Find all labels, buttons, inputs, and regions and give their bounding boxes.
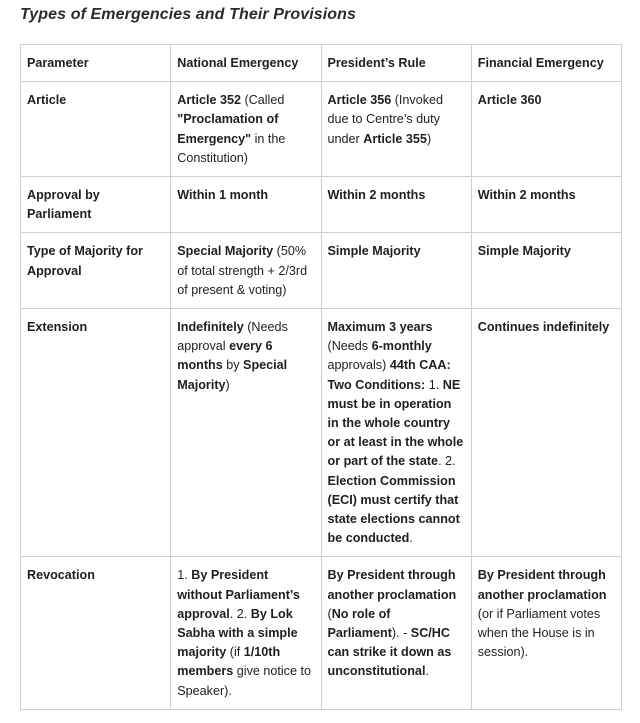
presidents-rule-cell xyxy=(321,177,471,233)
bold-text: Special Majority xyxy=(177,244,274,259)
bold-text: 6-monthly xyxy=(371,339,432,354)
text: ). - xyxy=(391,626,411,641)
bold-text: By Lok Sabha with a simple majority xyxy=(177,606,298,660)
presidents-rule-cell xyxy=(321,557,471,709)
text: ) xyxy=(225,377,230,392)
bold-text: "Proclamation of Emergency" xyxy=(177,112,279,146)
bold-text: Maximum 3 years xyxy=(327,320,433,335)
parameter-cell: Type of Majority for Approval xyxy=(21,233,171,309)
parameter-cell: Revocation xyxy=(21,557,171,709)
parameter-cell: Article xyxy=(21,82,171,177)
bold-text: Within 2 months xyxy=(327,188,426,203)
presidents-rule-cell xyxy=(321,309,471,557)
bold-text: Special Majority xyxy=(177,358,288,392)
bold-text: NE must be in operation in the whole country or at least in the whole or part of the state xyxy=(327,377,464,469)
bold-text: By President without Parliament’s approval xyxy=(177,568,300,621)
financial-cell xyxy=(471,177,621,233)
national-cell xyxy=(171,557,321,709)
text: (50% of total strength + 2/3rd of present & voting) xyxy=(177,244,308,297)
text: in the Constitution) xyxy=(177,131,286,165)
bold-text: Within 2 months xyxy=(477,188,576,203)
financial-cell xyxy=(471,557,621,709)
bold-text: Article 355 xyxy=(363,131,427,146)
text: 1. xyxy=(177,568,192,583)
bold-text: Simple Majority xyxy=(477,244,571,259)
national-cell xyxy=(171,233,321,309)
national-cell xyxy=(171,82,321,177)
financial-cell xyxy=(471,309,621,557)
table-row xyxy=(21,557,622,709)
text: (Needs approval xyxy=(177,320,288,354)
bold-text: Article 352 xyxy=(177,93,241,108)
bold-text: Article 356 xyxy=(327,93,392,108)
bold-text: Election Commission (ECI) must certify that state elections cannot be conducted xyxy=(327,473,460,546)
bold-text: No role of Parliament xyxy=(327,606,392,641)
financial-cell xyxy=(471,82,621,177)
bold-text: By President through another proclamation xyxy=(327,568,457,602)
text: (Called xyxy=(240,93,285,108)
bold-text: Article 360 xyxy=(477,93,542,108)
presidents-rule-cell xyxy=(321,233,471,309)
presidents-rule-cell xyxy=(321,82,471,177)
parameter-cell: Extension xyxy=(21,309,171,557)
financial-cell xyxy=(471,233,621,309)
text: ) xyxy=(426,131,432,146)
header-cell-presidents-rule: President’s Rule xyxy=(321,45,471,82)
header-cell-national: National Emergency xyxy=(171,45,321,82)
national-cell xyxy=(171,309,321,557)
bold-text: Indefinitely xyxy=(177,320,244,335)
text: (or if Parliament votes when the House is in session). xyxy=(477,606,601,660)
header-cell-parameter: Parameter xyxy=(21,45,171,82)
text: by xyxy=(222,358,244,373)
header-row xyxy=(21,45,622,82)
text: (Invoked due to Centre’s duty under xyxy=(327,93,444,146)
parameter-cell: Approval by Parliament xyxy=(21,177,171,233)
table-row xyxy=(21,177,622,233)
text: approvals) xyxy=(327,358,390,373)
bold-text: Within 1 month xyxy=(177,188,269,203)
table-row xyxy=(21,233,622,309)
text: . 2. xyxy=(229,606,251,621)
bold-text: every 6 months xyxy=(177,339,273,373)
text: . xyxy=(409,531,413,546)
text: ( xyxy=(327,606,332,621)
text: (Needs xyxy=(327,339,372,354)
bold-text: SC/HC can strike it down as unconstitutional xyxy=(327,626,452,679)
text: give notice to Speaker). xyxy=(177,664,311,698)
emergency-table xyxy=(20,44,622,710)
table-row xyxy=(21,82,622,177)
text: . xyxy=(425,664,429,679)
bold-text: By President through another proclamation xyxy=(477,568,607,602)
national-cell xyxy=(171,177,321,233)
table-row xyxy=(21,309,622,557)
bold-text: Simple Majority xyxy=(327,244,421,259)
bold-text: 44th CAA: Two Conditions: xyxy=(327,358,451,392)
text: 1. xyxy=(425,377,443,392)
bold-text: Continues indefinitely xyxy=(477,320,610,335)
text: . 2. xyxy=(438,454,456,469)
text: (if xyxy=(226,645,244,660)
bold-text: 1/10th members xyxy=(177,645,281,679)
header-cell-financial: Financial Emergency xyxy=(471,45,621,82)
page-title: Types of Emergencies and Their Provisions xyxy=(20,6,357,23)
